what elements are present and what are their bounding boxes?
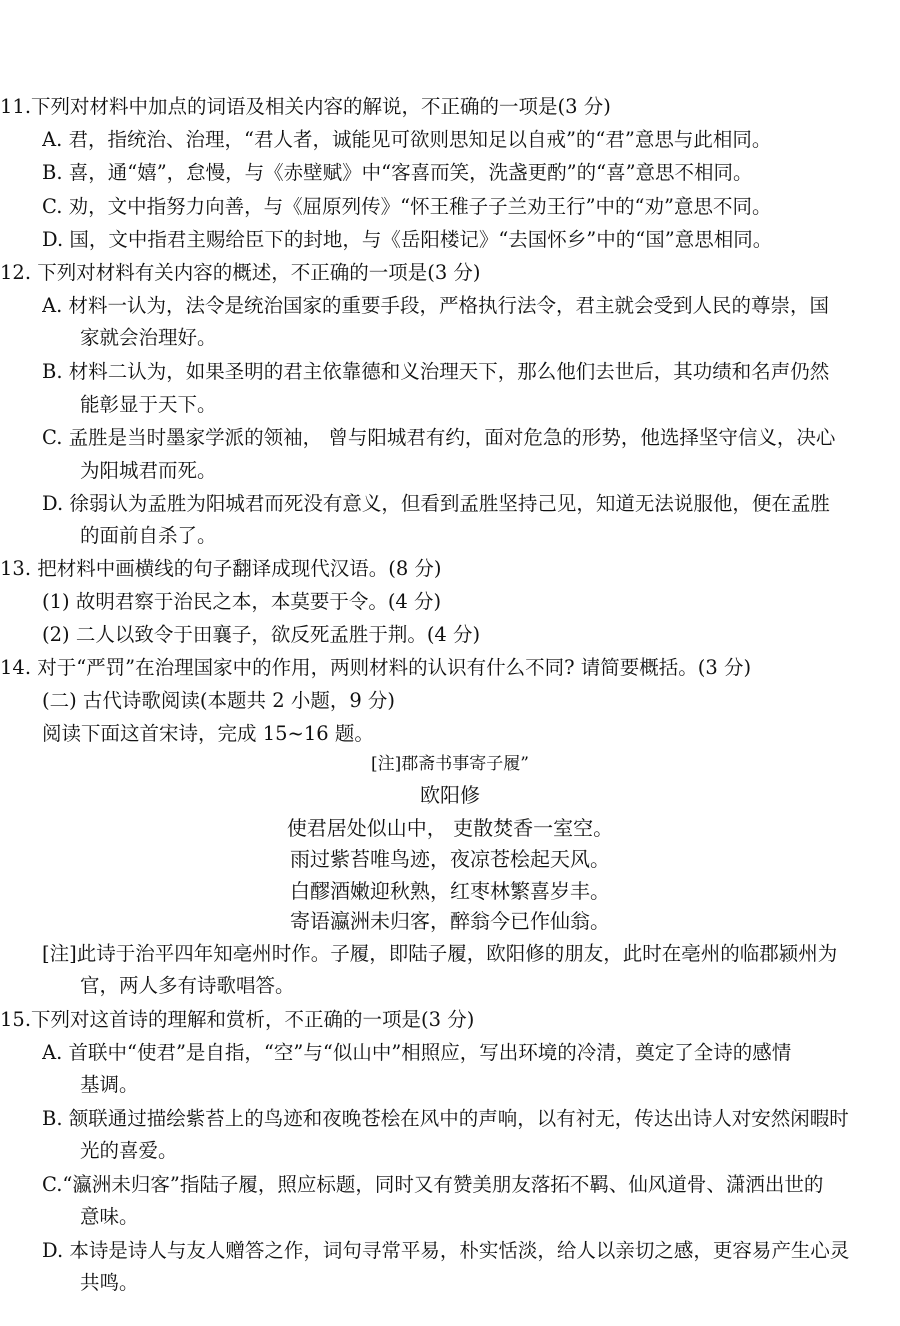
q15-option-c-cont: 意味。 bbox=[80, 1205, 139, 1228]
q11-option-a: A. 君，指统治、治理，“君人者，诚能见可欲则思知足以自戒”的“君”意思与此相同。 bbox=[42, 128, 772, 151]
section-intro: 阅读下面这首宋诗，完成 15~16 题。 bbox=[42, 722, 374, 745]
q13-sentence-2: (2) 二人以致令于田襄子，欲反死孟胜于荆。(4 分) bbox=[42, 623, 481, 646]
q15-option-a-cont: 基调。 bbox=[80, 1073, 139, 1096]
q11-option-c: C. 劝，文中指努力向善，与《屈原列传》“怀王稚子子兰劝王行”中的“劝”意思不同。 bbox=[42, 195, 772, 218]
q12-option-d: D. 徐弱认为孟胜为阳城君而死没有意义，但看到孟胜坚持己见，知道无法说服他，便在孟胜 bbox=[42, 492, 830, 515]
q15-option-c: C.“瀛洲未归客”指陆子履，照应标题，同时又有赞美朋友落拓不羁、仙风道骨、潇洒出世的 bbox=[42, 1173, 824, 1196]
q12-option-a-cont: 家就会治理好。 bbox=[80, 326, 217, 349]
q15-stem: 15.下列对这首诗的理解和赏析，不正确的一项是(3 分) bbox=[0, 1008, 475, 1031]
q12-option-b: B. 材料二认为，如果圣明的君主依靠德和义治理天下，那么他们去世后，其功绩和名声仍然 bbox=[42, 360, 830, 383]
q14-stem: 14. 对于“严罚”在治理国家中的作用，两则材料的认识有什么不同? 请简要概括。(3 分) bbox=[0, 656, 752, 679]
q13-sentence-1: (1) 故明君察于治民之本，本莫要于令。(4 分) bbox=[42, 590, 442, 613]
poem-line-2: 雨过紫苔唯鸟迹，夜凉苍桧起天风。 bbox=[290, 847, 610, 871]
poem-author: 欧阳修 bbox=[420, 783, 480, 807]
q11-option-d: D. 国，文中指君主赐给臣下的封地，与《岳阳楼记》“去国怀乡”中的“国”意思相同。 bbox=[42, 228, 773, 251]
poem-note-cont: 官，两人多有诗歌唱答。 bbox=[80, 974, 295, 997]
section-title: (二) 古代诗歌阅读(本题共 2 小题，9 分) bbox=[42, 689, 396, 712]
poem-note: [注]此诗于治平四年知亳州时作。子履，即陆子履，欧阳修的朋友，此时在亳州的临郡颍州为 bbox=[42, 942, 838, 965]
q15-option-b: B. 颔联通过描绘紫苔上的鸟迹和夜晚苍桧在风中的声响，以有衬无，传达出诗人对安然闲暇时 bbox=[42, 1107, 849, 1130]
q15-option-d: D. 本诗是诗人与友人赠答之作，词句寻常平易，朴实恬淡，给人以亲切之感，更容易产生心灵 bbox=[42, 1239, 850, 1262]
poem-line-4: 寄语瀛洲未归客，醉翁今已作仙翁。 bbox=[290, 909, 610, 933]
q12-option-b-cont: 能彰显于天下。 bbox=[80, 393, 217, 416]
q12-option-c: C. 孟胜是当时墨家学派的领袖， 曾与阳城君有约，面对危急的形势，他选择坚守信义，决心 bbox=[42, 426, 836, 449]
q15-option-a: A. 首联中“使君”是自指，“空”与“似山中”相照应，写出环境的冷清，奠定了全诗的感情 bbox=[42, 1041, 792, 1064]
q11-option-b: B. 喜，通“嬉”，怠慢，与《赤壁赋》中“客喜而笑，洗盏更酌”的“喜”意思不相同。 bbox=[42, 161, 753, 184]
poem-line-3: 白醪酒嫩迎秋熟，红枣林繁喜岁丰。 bbox=[290, 879, 610, 903]
q12-option-d-cont: 的面前自杀了。 bbox=[80, 524, 217, 547]
poem-title: [注]郡斋书事寄子履” bbox=[371, 754, 529, 774]
q15-option-d-cont: 共鸣。 bbox=[80, 1271, 139, 1294]
q12-option-c-cont: 为阳城君而死。 bbox=[80, 459, 217, 482]
q15-option-b-cont: 光的喜爱。 bbox=[80, 1139, 178, 1162]
q12-option-a: A. 材料一认为，法令是统治国家的重要手段，严格执行法令，君主就会受到人民的尊崇，国 bbox=[42, 294, 829, 317]
poem-line-1: 使君居处似山中， 吏散焚香一室空。 bbox=[286, 816, 614, 840]
q12-stem: 12. 下列对材料有关内容的概述，不正确的一项是(3 分) bbox=[0, 261, 481, 284]
q11-stem: 11.下列对材料中加点的词语及相关内容的解说，不正确的一项是(3 分) bbox=[0, 95, 611, 118]
q13-stem: 13. 把材料中画横线的句子翻译成现代汉语。(8 分) bbox=[0, 557, 442, 580]
